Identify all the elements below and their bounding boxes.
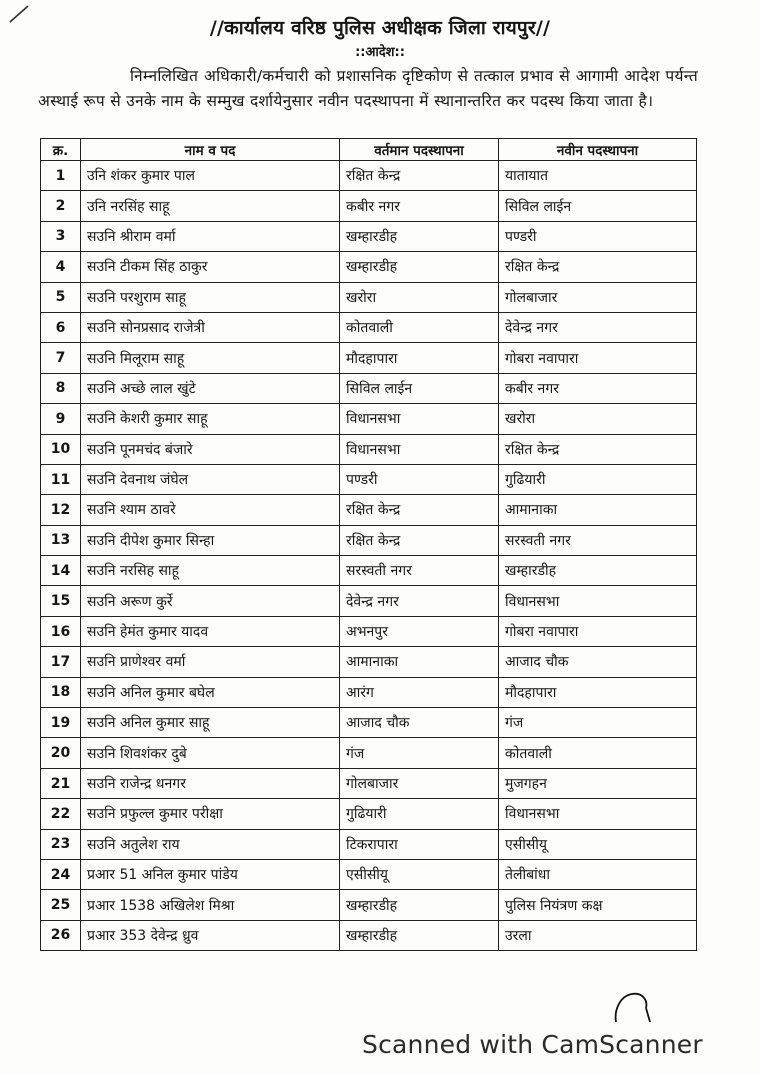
current-posting-cell: सिविल लाईन [340,373,499,403]
current-posting-cell: रक्षित केन्द्र [340,161,499,191]
serial-cell: 17 [41,647,81,677]
serial-cell: 15 [41,586,81,616]
current-posting-cell: देवेन्द्र नगर [340,586,499,616]
serial-cell: 2 [41,191,81,221]
name-cell: सउनि शिवशंकर दुबे [81,738,340,768]
new-posting-cell: गोलबाजार [499,282,697,312]
new-posting-cell: एसीसीयू [499,829,697,859]
current-posting-cell: अभनपुर [340,616,499,646]
name-cell: सउनि अतुलेश राय [81,829,340,859]
name-cell: सउनि मिलूराम साहू [81,343,340,373]
new-posting-cell: गोबरा नवापारा [499,616,697,646]
serial-cell: 11 [41,464,81,494]
table-row [41,282,697,312]
new-posting-cell: गोबरा नवापारा [499,343,697,373]
table-row [41,404,697,434]
serial-cell: 23 [41,829,81,859]
serial-cell: 7 [41,343,81,373]
name-cell: सउनि परशुराम साहू [81,282,340,312]
table-row [41,221,697,251]
table-row [41,799,697,829]
new-posting-cell: रक्षित केन्द्र [499,434,697,464]
header-name-post: नाम व पद [81,139,340,161]
current-posting-cell: आरंग [340,677,499,707]
table-row [41,343,697,373]
header-current-posting: वर्तमान पदस्थापना [340,139,499,161]
new-posting-cell: उरला [499,920,697,950]
serial-cell: 9 [41,404,81,434]
new-posting-cell: विधानसभा [499,799,697,829]
name-cell: उनि नरसिंह साहू [81,191,340,221]
current-posting-cell: गंज [340,738,499,768]
new-posting-cell: खरोरा [499,404,697,434]
new-posting-cell: आजाद चौक [499,647,697,677]
header-serial: क्र. [41,139,81,161]
name-cell: प्रआर 51 अनिल कुमार पांडेय [81,859,340,889]
new-posting-cell: यातायात [499,161,697,191]
table-row [41,373,697,403]
serial-cell: 10 [41,434,81,464]
name-cell: सउनि सोनप्रसाद राजेत्री [81,312,340,342]
name-cell: सउनि अरूण कुर्रे [81,586,340,616]
current-posting-cell: खम्हारडीह [340,221,499,251]
serial-cell: 6 [41,312,81,342]
current-posting-cell: खरोरा [340,282,499,312]
table-row [41,708,697,738]
new-posting-cell: मुजगहन [499,768,697,798]
table-row [41,556,697,586]
current-posting-cell: पण्डरी [340,464,499,494]
name-cell: सउनि श्याम ठावरे [81,495,340,525]
serial-cell: 4 [41,252,81,282]
table-row [41,161,697,191]
camscanner-watermark: Scanned with CamScanner [362,1030,703,1059]
serial-cell: 20 [41,738,81,768]
serial-cell: 5 [41,282,81,312]
current-posting-cell: गुढियारी [340,799,499,829]
name-cell: प्रआर 353 देवेन्द्र ध्रुव [81,920,340,950]
table-row [41,434,697,464]
new-posting-cell: सिविल लाईन [499,191,697,221]
serial-cell: 25 [41,890,81,920]
name-cell: सउनि दीपेश कुमार सिन्हा [81,525,340,555]
serial-cell: 19 [41,708,81,738]
name-cell: सउनि अनिल कुमार बघेल [81,677,340,707]
name-cell: सउनि पूनमचंद बंजारे [81,434,340,464]
name-cell: प्रआर 1538 अखिलेश मिश्रा [81,890,340,920]
new-posting-cell: पुलिस नियंत्रण कक्ष [499,890,697,920]
office-title: //कार्यालय वरिष्ठ पुलिस अधीक्षक जिला रायपुर// [209,17,551,39]
name-cell: सउनि राजेन्द्र धनगर [81,768,340,798]
current-posting-cell: खम्हारडीह [340,920,499,950]
order-intro-paragraph: निम्नलिखित अधिकारी/कर्मचारी को प्रशासनिक दृष्टिकोण से तत्काल प्रभाव से आगामी आदेश पर्यन्त अस्थाई रूप से उनके नाम के सम्मुख दर्शायेनुसार नवीन पदस्थापना में स्थानान्तरित कर पदस्थ किया जाता है। [38,67,698,110]
name-cell: उनि शंकर कुमार पाल [81,161,340,191]
table-row [41,920,697,950]
table-row [41,738,697,768]
new-posting-cell: गुढियारी [499,464,697,494]
new-posting-cell: सरस्वती नगर [499,525,697,555]
current-posting-cell: आमानाका [340,647,499,677]
current-posting-cell: रक्षित केन्द्र [340,495,499,525]
current-posting-cell: कबीर नगर [340,191,499,221]
current-posting-cell: आजाद चौक [340,708,499,738]
serial-cell: 12 [41,495,81,525]
current-posting-cell: विधानसभा [340,434,499,464]
current-posting-cell: टिकरापारा [340,829,499,859]
new-posting-cell: आमानाका [499,495,697,525]
name-cell: सउनि केशरी कुमार साहू [81,404,340,434]
current-posting-cell: गोलबाजार [340,768,499,798]
name-cell: सउनि प्राणेश्वर वर्मा [81,647,340,677]
signature-mark [612,990,662,1024]
serial-cell: 18 [41,677,81,707]
serial-cell: 1 [41,161,81,191]
new-posting-cell: विधानसभा [499,586,697,616]
new-posting-cell: कबीर नगर [499,373,697,403]
current-posting-cell: कोतवाली [340,312,499,342]
name-cell: सउनि अच्छे लाल खुंटे [81,373,340,403]
name-cell: सउनि नरसिह साहू [81,556,340,586]
new-posting-cell: पण्डरी [499,221,697,251]
table-row [41,829,697,859]
table-row [41,252,697,282]
current-posting-cell: खम्हारडीह [340,252,499,282]
new-posting-cell: खम्हारडीह [499,556,697,586]
table-row [41,647,697,677]
header-new-posting: नवीन पदस्थापना [499,139,697,161]
table-row [41,677,697,707]
table-header-row [41,139,697,161]
new-posting-cell: गंज [499,708,697,738]
serial-cell: 22 [41,799,81,829]
name-cell: सउनि हेमंत कुमार यादव [81,616,340,646]
table-row [41,890,697,920]
table-row [41,312,697,342]
current-posting-cell: खम्हारडीह [340,890,499,920]
name-cell: सउनि अनिल कुमार साहू [81,708,340,738]
name-cell: सउनि प्रफुल्ल कुमार परीक्षा [81,799,340,829]
serial-cell: 26 [41,920,81,950]
order-heading: ::आदेश:: [355,45,405,60]
new-posting-cell: कोतवाली [499,738,697,768]
new-posting-cell: देवेन्द्र नगर [499,312,697,342]
table-row [41,586,697,616]
new-posting-cell: तेलीबांधा [499,859,697,889]
current-posting-cell: रक्षित केन्द्र [340,525,499,555]
current-posting-cell: सरस्वती नगर [340,556,499,586]
table-row [41,191,697,221]
new-posting-cell: मौदहापारा [499,677,697,707]
name-cell: सउनि टीकम सिंह ठाकुर [81,252,340,282]
current-posting-cell: मौदहापारा [340,343,499,373]
current-posting-cell: विधानसभा [340,404,499,434]
serial-cell: 16 [41,616,81,646]
serial-cell: 24 [41,859,81,889]
serial-cell: 21 [41,768,81,798]
table-row [41,859,697,889]
serial-cell: 14 [41,556,81,586]
name-cell: सउनि श्रीराम वर्मा [81,221,340,251]
table-row [41,464,697,494]
current-posting-cell: एसीसीयू [340,859,499,889]
name-cell: सउनि देवनाथ जंघेल [81,464,340,494]
table-row [41,525,697,555]
table-row [41,616,697,646]
table-row [41,768,697,798]
serial-cell: 3 [41,221,81,251]
table-row [41,495,697,525]
new-posting-cell: रक्षित केन्द्र [499,252,697,282]
serial-cell: 13 [41,525,81,555]
transfer-table [40,138,697,951]
serial-cell: 8 [41,373,81,403]
